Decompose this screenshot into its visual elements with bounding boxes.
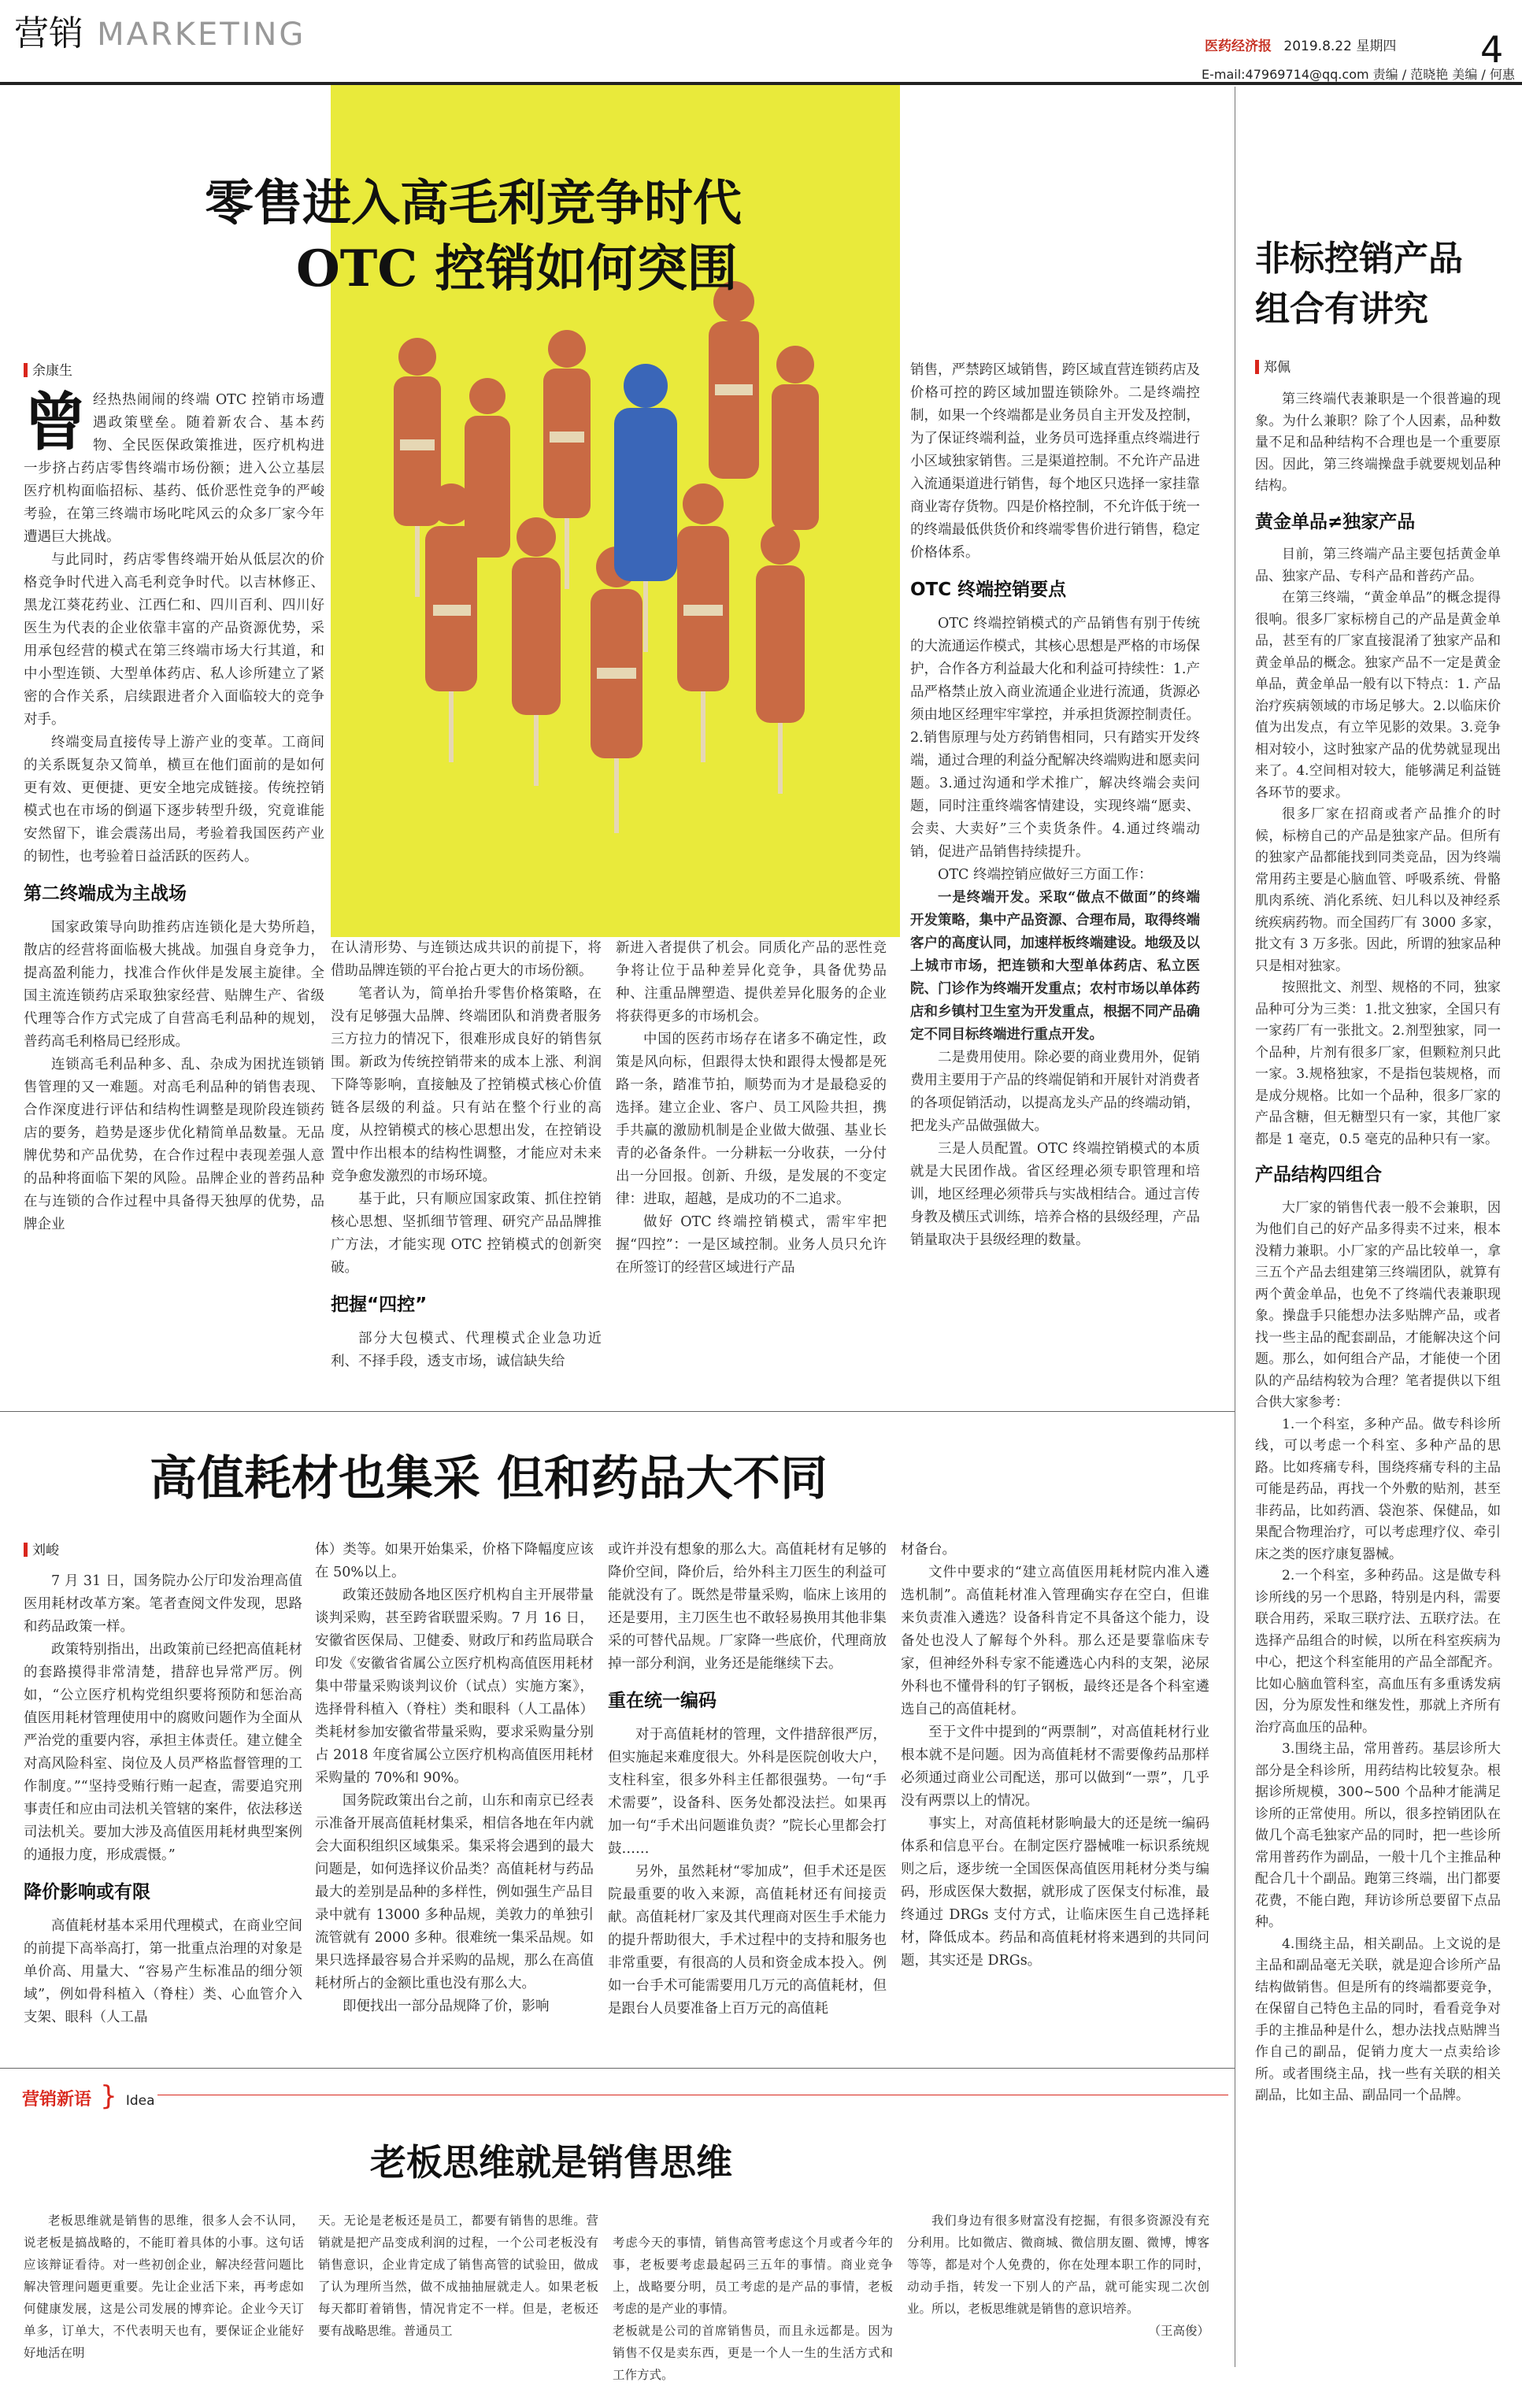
article2-top-rule: [0, 1411, 1235, 1412]
paragraph: 对于高值耗材的管理，文件措辞很严厉，但实施起来难度很大。外科是医院创收大户，支柱科室，很多外科主任都很强势。一句“手术需要”，设备科、医务处都没法拦。如果再加一句“手术出问题谁负责？”院长心里都会打鼓……: [608, 1727, 887, 1857]
article2-col-3: [608, 1539, 887, 2021]
paragraph: 2.一个科室，多种药品。这是做专科诊所线的另一个思路，特别是内科，需要联合用药，采取三联疗法、五联疗法。在选择产品组合的时候，以所在科室疾病为中心，把这个科室能用的产品全部配齐。比如心脑血管科室，高血压有多重诱发病因，分为原发性和继发性，那就上齐所有治疗高血压的品种。: [1255, 1568, 1501, 1736]
feature-title-line1: 零售进入高毛利竞争时代: [205, 174, 742, 232]
paragraph: 按照批文、剂型、规格的不同，独家品种可分为三类：1.批文独家，全国只有一家药厂有一张批文。2.剂型独家，同一个品种，片剂有很多厂家，但颗粒剂只此一家。3.规格独家，不是指包装规格，而是成分规格。比如一个品种，很多厂家的产品含糖，但无糖型只有一家，其他厂家都是 1 毫克，0.5 毫克的品种只有一家。: [1255, 980, 1501, 1147]
dropcap: 曾: [24, 385, 87, 459]
paragraph: 目前，第三终端产品主要包括黄金单品、独家产品、专科产品和普药产品。: [1255, 546, 1501, 584]
paragraph: 或许并没有想象的那么大。高值耗材有足够的降价空间，降价后，给外科主刀医生的利益可能就没有了。既然是带量采购，临床上该用的还是要用，主刀医生也不敢轻易换用其他非集采的可替代品规。厂家降一些底价，代理商放掉一部分利润，业务还是能继续下去。: [608, 1542, 887, 1672]
idea-col-4: [907, 2210, 1209, 2342]
paragraph: 国家政策导向助推药店连锁化是大势所趋，散店的经营将面临极大挑战。加强自身竞争力，提高盈利能力，找准合作伙伴是发展主旋律。全国主流连锁药店采取独家经营、贴牌生产、省级代理等合作方式完成了自营高毛利品种的规划，普药高毛利格局已经形成。: [24, 920, 324, 1050]
side-byline: [1255, 356, 1291, 376]
feature-intro: [24, 385, 324, 549]
side-column: [1255, 389, 1501, 2107]
paragraph: 新进入者提供了机会。同质化产品的恶性竞争将让位于品种差异化竞争，具备优势品种、注重品牌塑造、提供差异化服务的企业将获得更多的市场机会。: [616, 940, 887, 1024]
page-number: 4: [1480, 28, 1504, 71]
paper-name: 医药经济报: [1205, 39, 1272, 54]
paragraph: 老板思维就是销售的思维，很多人会不认同，说老板是搞战略的，不能盯着具体的小事。这句话应该辩证看待。对一些初创企业，解决经营问题比解决管理问题更重要。先让企业活下来，再考虑如何健康发展，这是公司发展的博弈论。企业今天订单多，订单大，不代表明天也有，要保证企业能好好地活在明: [24, 2214, 304, 2360]
article2-col-4: [901, 1539, 1209, 1973]
paragraph: 考虑今天的事情，销售高管考虑这个月或者今年的事，老板要考虑最起码三五年的事情。商业竞争上，战略要分明，员工考虑的是产品的事情，老板考虑的是产业的事情。 老板就是公司的首席销售员，而且永远都是。因为销售不仅是卖东西，更是一个人一生的生活方式和工作方式。: [613, 2236, 893, 2382]
byline-marker: [24, 1543, 28, 1557]
paragraph: 与此同时，药店零售终端开始从低层次的价格竞争时代进入高毛利竞争时代。以吉林修正、黑龙江葵花药业、江西仁和、四川百利、四川好医生为代表的企业依靠丰富的产品资源优势，采用承包经营的模式在第三终端市场大行其道，和中小型连锁、大型单体药店、私人诊所建立了紧密的合作关系，启续跟进者介入面临较大的竞争对手。: [24, 552, 324, 728]
paragraph: 3.围绕主品，常用普药。基层诊所大部分是全科诊所，用药结构比较复杂。根据诊所规模，300~500 个品种才能满足诊所的正常使用。所以，很多控销团队在做几个高毛独家产品的同时，把一些诊所常用普药作为副品，一般十几个主推品种配合几十个副品。跑第三终端，出门都要花费，不能白跑，拜访诊所总要留下点品种。: [1255, 1741, 1501, 1930]
paragraph: OTC 终端控销应做好三方面工作：: [938, 867, 1153, 883]
paragraph: 三是人员配置。OTC 终端控销模式的本质就是大民团作战。省区经理必须专职管理和培训，地区经理必须带兵与实战相结合。通过言传身教及横压式训练，培养合格的县级经理，产品销量取决于县级经理的数量。: [910, 1141, 1200, 1248]
paragraph: 体）类等。如果开始集采，价格下降幅度应该在 50%以上。: [315, 1542, 594, 1580]
paragraph: OTC 终端控销模式的产品销售有别于传统的大流通运作模式，其核心思想是严格的市场保护，合作各方利益最大化和利益可持续性：1.产品严格禁止放入商业流通企业进行流通，货源必须由地区经理牢牢掌控，并承担货源控制责任。2.销售原理与处方药销售相同，只有踏实开发终端，通过合理的利益分配解决终端购进和愿卖问题。3.通过沟通和学术推广，解决终端会卖问题，同时注重终端客情建设，实现终端“愿卖、会卖、大卖好”三个卖货条件。4.通过终端动销，促进产品销售持续提升。: [910, 616, 1200, 860]
paragraph: 连锁高毛利品种多、乱、杂成为困扰连锁销售管理的又一难题。对高毛利品种的销售表现、合作深度进行评估和结构性调整是现阶段连锁药店的要务，趋势是逐步优化精简单品数量。无品牌优势和产品优势，在合作过程中表现差强人意的品种将面临下架的风险。品牌企业的普药品种在与连锁的合作过程中具备得天独厚的优势，品牌企业: [24, 1057, 324, 1232]
feature-author: 余康生: [32, 363, 72, 379]
paragraph: 政策还鼓励各地区医疗机构自主开展带量谈判采购，甚至跨省联盟采购。7 月 16 日，安徽省医保局、卫健委、财政厅和药监局联合印发《安徽省省属公立医疗机构高值医用耗材集中带量采购谈判议价（试点）实施方案》，选择骨科植入（脊柱）类和眼科（人工晶体）类耗材参加安徽省带量采购，要求采购量分别占 2018 年度省属公立医疗机构高值医用耗材采购量的 70%和 90%。: [315, 1587, 594, 1786]
paragraph: 在认清形势、与连锁达成共识的前提下，将借助品牌连锁的平台抢占更大的市场份额。: [331, 940, 602, 979]
paragraph: 基于此，只有顺应国家政策、抓住控销核心思想、坚抓细节管理、研究产品品牌推广方法，才能实现 OTC 控销模式的创新突破。: [331, 1191, 602, 1276]
paragraph: 部分大包模式、代理模式企业急功近利、不择手段，透支市场，诚信缺失给: [331, 1331, 602, 1369]
idea-label-en: Idea: [125, 2093, 155, 2109]
idea-brace: }: [100, 2080, 117, 2112]
article2-col-1: [24, 1570, 302, 2029]
masthead: [1205, 35, 1396, 54]
idea-col-1: [24, 2210, 304, 2364]
idea-col-3: [613, 2210, 893, 2408]
idea-col-2: [318, 2210, 598, 2342]
paragraph: 二是费用使用。除必要的商业费用外，促销费用主要用于产品的终端促销和开展针对消费者的各项促销活动，以提高龙头产品的终端动销，把龙头产品做强做大。: [910, 1050, 1200, 1134]
paragraph: 1.一个科室，多种产品。做专科诊所线，可以考虑一个科室、多种产品的思路。比如疼痛专科，围绕疼痛专科的主品可能是药品，再找一个外敷的贴剂，甚至非药品，比如药酒、袋泡茶、保健品，如果配合物理治疗，可以考虑理疗仪、牵引床之类的医疗康复器械。: [1255, 1416, 1501, 1562]
paragraph: 天。无论是老板还是员工，都要有销售的思维。营销就是把产品变成利润的过程，一个公司老板没有销售意识，企业肯定成了销售高管的试验田，做成了认为理所当然，做不成抽抽屉就走人。如果老板每天都盯着销售，情况肯定不一样。但是，老板还要有战略思维。普通员工: [318, 2214, 598, 2338]
paragraph: 至于文件中提到的“两票制”，对高值耗材行业根本就不是问题。因为高值耗材不需要像药品那样必须通过商业公司配送，那可以做到“一票”，几乎没有两票以上的情况。: [901, 1724, 1209, 1809]
feature-col-1: [24, 385, 324, 1236]
intro-text: 经热热闹闹的终端 OTC 控销市场遭遇政策壁垒。随着新农合、基本药物、全民医保政策推进，医疗机构进一步挤占药店零售终端市场份额；进入公立基层医疗机构面临招标、基药、低价恶性竞争的严峻考验，在第三终端市场叱咤风云的众多厂家今年遭遇巨大挑战。: [24, 392, 324, 545]
editor-email: E-mail:47969714@qq.com 责编 / 范晓艳 美编 / 何惠: [1202, 67, 1515, 82]
subheading: 第二终端成为主战场: [24, 884, 187, 904]
paragraph: 第三终端代表兼职是一个很普遍的现象。为什么兼职？除了个人因素，品种数量不足和品种结构不合理也是一个重要原因。因此，第三终端操盘手就要规划品种结构。: [1255, 391, 1501, 494]
feature-col-4: [910, 359, 1200, 1252]
paragraph: 国务院政策出台之前，山东和南京已经表示准备开展高值耗材集采，相信各地在年内就会大面积组织区域集采。集采将会遇到的最大问题是，如何选择议价品类？高值耗材与药品最大的差别是品种的多样性，例如强生产品目录中就有 13000 多种品规，美敦力的单独引流管就有 2000 多种。很难统一集采品规。如果只选择最容易合并采购的品规，那么在高值耗材所占的金额比重也没有那么大。: [315, 1793, 594, 1991]
feature-col-3: [616, 937, 887, 1280]
subheading: 重在统一编码: [608, 1691, 717, 1711]
feature-title-line2: OTC 控销如何突围: [296, 239, 738, 298]
subheading: 产品结构四组合: [1255, 1165, 1382, 1185]
paragraph: 很多厂家在招商或者产品推介的时候，标榜自己的产品是独家产品。但所有的独家产品都能找到同类竞品，因为终端常用药主要是心脑血管、呼吸系统、骨骼肌肉系统、消化系统、妇儿科以及神经系统疾病药物。而全国药厂有 3000 多家，批文有 3 万多张。因此，所谓的独家品种只是相对独家。: [1255, 806, 1501, 974]
subheading: OTC 终端控销要点: [910, 580, 1067, 600]
idea-label: [22, 2080, 155, 2112]
article2-title: 高值耗材也集采 但和药品大不同: [150, 1451, 828, 1506]
paragraph: 中国的医药市场存在诸多不确定性，政策是风向标，但跟得太快和跟得太慢都是死路一条，踏准节拍，顺势而为才是最稳妥的选择。建立企业、客户、员工风险共担，携手共赢的激励机制是企业做大做强、基业长青的必备条件。一分耕耘一分收获，一分付出一分回报。创新、升级，是发展的不变定律：进取，超越，是成功的不二追求。: [616, 1032, 887, 1207]
section-label: [14, 5, 306, 55]
subheading: 黄金单品≠独家产品: [1255, 511, 1416, 532]
paragraph: 材备台。: [901, 1542, 956, 1558]
section-cn: 营销: [14, 13, 83, 54]
paragraph: 我们身边有很多财富没有挖掘，有很多资源没有充分利用。比如微店、微商城、微信朋友圈、微博，博客等等，都是对个人免费的，你在处理本职工作的同时，动动手指，转发一下别人的产品，就可能实现二次创业。所以，老板思维就是销售的意识培养。: [907, 2214, 1209, 2316]
subheading: 降价影响或有限: [24, 1882, 150, 1902]
paragraph: 一是终端开发。采取“做点不做面”的终端开发策略，集中产品资源、合理布局，取得终端客户的高度认同，加速样板终端建设。地级及以上城市市场，把连锁和大型单体药店、私立医院、门诊作为终端开发重点；农村市场以单体药店和乡镇村卫生室为开发重点，根据不同产品确定不同目标终端进行重点开发。: [910, 890, 1200, 1043]
idea-author: （王高俊）: [1148, 2324, 1209, 2338]
article2-author: 刘峻: [32, 1543, 59, 1558]
paragraph: 文件中要求的“建立高值医用耗材院内准入遴选机制”。高值耗材准入管理确实存在空白，但谁来负责准入遴选？设备科肯定不具备这个能力，设备处也没人了解每个外科。那么还是要靠临床专家，但神经外科专家不能遴选心内科的支架，泌尿外科也不懂骨科的钉子钢板，最终还是各个科室遴选自己的高值耗材。: [901, 1565, 1209, 1717]
paragraph: 事实上，对高值耗材影响最大的还是统一编码体系和信息平台。在制定医疗器械唯一标识系统规则之后，逐步统一全国医保高值医用耗材分类与编码，形成医保大数据，就形成了医保支付标准，最终通过 DRGs 支付方式，让临床医生自己选择耗材，降低成本。药品和高值耗材将来遇到的共同问题，其实还是 DRGs。: [901, 1816, 1209, 1969]
issue-date: 2019.8.22 星期四: [1283, 39, 1397, 54]
paragraph: 笔者认为，简单抬升零售价格策略，在没有足够强大品牌、终端团队和消费者服务三方拉力的情况下，很难形成良好的销售氛围。新政为传统控销带来的成本上涨、利润下降等影响，直接触及了控销模式核心价值链各层级的利益。只有站在整个行业的高度，从控销模式的核心思想出发，在控销设置中作出根本的结构性调整，才能应对未来竞争愈发激烈的市场环境。: [331, 986, 602, 1184]
paragraph: 做好 OTC 终端控销模式，需牢牢把握“四控”：一是区域控制。业务人员只允许在所签订的经营区域进行产品: [616, 1214, 887, 1276]
feature-col-2: [331, 937, 602, 1373]
idea-title: 老板思维就是销售思维: [370, 2141, 732, 2184]
subheading: 把握“四控”: [331, 1295, 428, 1315]
paragraph: 大厂家的销售代表一般不会兼职，因为他们自己的好产品多得卖不过来，根本没精力兼职。小厂家的产品比较单一，拿三五个产品去组建第三终端团队，就算有两个黄金单品，也免不了终端代表兼职现象。操盘手只能想办法多贴牌产品，或者找一些主品的配套副品，才能解决这个问题。那么，如何组合产品，才能使一个团队的产品结构较为合理？笔者提供以下组合供大家参考：: [1255, 1199, 1501, 1410]
paragraph: 在第三终端，“黄金单品”的概念提得很响。很多厂家标榜自己的产品是黄金单品，甚至有的厂家直接混淆了独家产品和黄金单品的概念。独家产品不一定是黄金单品，黄金单品一般有以下特点：1. 产品治疗疾病领域的市场足够大。2.以临床价值为出发点，有立竿见影的效果。3.竞争相对较小，这时独家产品的优势就显现出来了。4.空间相对较大，能够满足利益链各环节的要求。: [1255, 590, 1501, 801]
side-author: 郑佩: [1264, 360, 1291, 376]
article2-byline: [24, 1539, 59, 1558]
feature-byline: [24, 359, 72, 379]
paragraph: 高值耗材基本采用代理模式，在商业空间的前提下高举高打，第一批重点治理的对象是单价高、用量大、“容易产生标准品的细分领域”，例如骨科植入（脊柱）类、心血管介入支架、眼科（人工晶: [24, 1918, 302, 2025]
section-en: MARKETING: [97, 17, 306, 53]
idea-top-rule: [0, 2068, 1235, 2069]
paragraph: 另外，虽然耗材“零加成”，但手术还是医院最重要的收入来源，高值耗材还有间接贡献。高值耗材厂家及其代理商对医生手术能力的提升帮助很大，手术过程中的支持和服务也非常重要，有很高的人员和资金成本投入。例如一台手术可能需要用几万元的高值耗材，但是跟台人员要准备上百万元的高值耗: [608, 1864, 887, 2017]
side-title-line2: 组合有讲究: [1255, 289, 1428, 329]
paragraph: 政策特别指出，出政策前已经把高值耗材的套路摸得非常清楚，措辞也异常严厉。例如，“公立医疗机构党组织要将预防和惩治高值医用耗材管理使用中的腐败问题作为全面从严治党的重要内容，承担主体责任。建立健全对高风险科室、岗位及人员严格监督管理的工作制度。”“坚持受贿行贿一起查，需要追究刑事责任和应由司法机关管辖的案件，依法移送司法机关。要加大涉及高值医用耗材典型案例的通报力度，形成震慑。”: [24, 1642, 302, 1863]
idea-label-cn: 营销新语: [22, 2090, 92, 2110]
side-title-line1: 非标控销产品: [1255, 239, 1463, 279]
paragraph: 4.围绕主品，相关副品。上文说的是主品和副品毫无关联，就是迎合诊所产品结构做销售。但是所有的终端都要竞争，在保留自己特色主品的同时，看看竞争对手的主推品种是什么，想办法找点贴牌当作自己的副品，促销力度大一点卖给诊所。或者围绕主品，找一些有关联的相关副品，比如主品、副品同一个品牌。: [1255, 1936, 1501, 2103]
byline-marker: [24, 363, 28, 377]
paragraph: 7 月 31 日，国务院办公厅印发治理高值医用耗材改革方案。笔者查阅文件发现，思路和药品政策一样。: [24, 1573, 302, 1635]
article2-col-2: [315, 1539, 594, 2018]
paragraph: 即便找出一部分品规降了价，影响: [343, 1999, 550, 2014]
paragraph: 销售，严禁跨区域销售，跨区域直营连锁药店及价格可控的跨区域加盟连锁除外。二是终端控制，如果一个终端都是业务员自主开发及控制，为了保证终端利益，业务员可选择重点终端进行小区域独家销售。三是渠道控制。不允许产品进入流通渠道进行销售，每个地区只选择一家挂靠商业寄存货物。四是价格控制，不允许低于统一的终端最低供货价和终端零售价进行销售，稳定价格体系。: [910, 362, 1200, 561]
paragraph: 终端变局直接传导上游产业的变革。工商间的关系既复杂又简单，横亘在他们面前的是如何更有效、更便捷、更安全地完成链接。传统控销模式也在市场的倒逼下逐步转型升级，究竟谁能安然留下，谁会震荡出局，考验着我国医药产业的韧性，也考验着日益活跃的医药人。: [24, 735, 324, 865]
byline-marker: [1255, 360, 1259, 374]
